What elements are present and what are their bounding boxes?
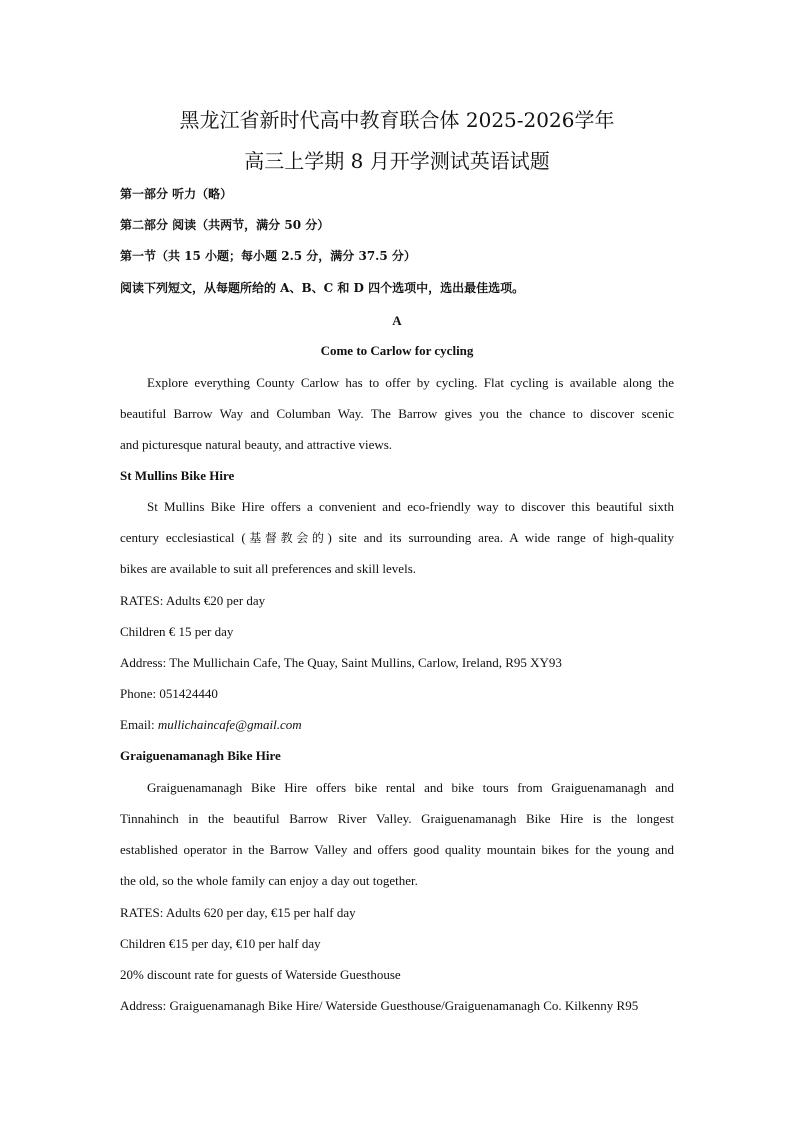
intro-line: beautiful Barrow Way and Columban Way. The Barrow gives you the chance to discover scenic	[120, 406, 674, 421]
intro-line: Explore everything County Carlow has to offer by cycling. Flat cycling is available along the	[147, 375, 674, 390]
st-mullins-desc-line: bikes are available to suit all preferences and skill levels.	[120, 561, 416, 576]
st-mullins-rates-children: Children € 15 per day	[120, 624, 234, 639]
graigue-desc-line: the old, so the whole family can enjoy a day out together.	[120, 873, 418, 888]
st-mullins-desc-line	[120, 530, 674, 546]
intro-line: and picturesque natural beauty, and attractive views.	[120, 437, 393, 452]
st-mullins-rates-adults: RATES: Adults €20 per day	[120, 593, 266, 608]
graigue-discount: 20% discount rate for guests of Waterside Guesthouse	[120, 967, 401, 982]
st-mullins-heading: St Mullins Bike Hire	[120, 468, 235, 483]
passage-letter: A	[392, 313, 402, 328]
part2-heading: 第二部分 阅读（共两节，满分 50 分）	[120, 218, 330, 232]
st-mullins-desc-line: St Mullins Bike Hire offers a convenient and eco-friendly way to discover this beautiful sixth	[147, 499, 674, 514]
graigue-desc-line: Graiguenamanagh Bike Hire offers bike rental and bike tours from Graiguenamanagh and	[147, 780, 674, 795]
email-address: mullichaincafe@gmail.com	[157, 717, 302, 732]
st-mullins-email-line	[120, 717, 674, 733]
instruction-text: 阅读下列短文，从每题所给的 A、B、C 和 D 四个选项中，选出最佳选项。	[120, 281, 525, 295]
desc-text: ) site and its surrounding area. A wide range of high-quality	[327, 530, 674, 545]
chinese-gloss: 基督教会的	[245, 531, 328, 545]
st-mullins-address: Address: The Mullichain Cafe, The Quay, Saint Mullins, Carlow, Ireland, R95 XY93	[120, 655, 562, 670]
graigue-rates-children: Children €15 per day, €10 per half day	[120, 936, 321, 951]
passage-title: Come to Carlow for cycling	[320, 343, 474, 358]
desc-text: century ecclesiastical (	[120, 530, 246, 545]
graigue-address: Address: Graiguenamanagh Bike Hire/ Waterside Guesthouse/Graiguenamanagh Co. Kilkenny R95	[120, 998, 639, 1013]
exam-title-line2: 高三上学期 8 月开学测试英语试题	[244, 149, 550, 173]
email-label: Email:	[120, 717, 158, 732]
st-mullins-phone: Phone: 051424440	[120, 686, 218, 701]
graigue-rates-adults: RATES: Adults 620 per day, €15 per half day	[120, 905, 356, 920]
graigue-heading: Graiguenamanagh Bike Hire	[120, 748, 281, 763]
exam-title-line1: 黑龙江省新时代高中教育联合体 2025-2026学年	[179, 108, 615, 132]
graigue-desc-line: Tinnahinch in the beautiful Barrow River Valley. Graiguenamanagh Bike Hire is the longest	[120, 811, 674, 826]
section1-heading: 第一节（共 15 小题；每小题 2.5 分，满分 37.5 分）	[120, 249, 416, 263]
graigue-desc-line: established operator in the Barrow Valley and offers good quality mountain bikes for the young and	[120, 842, 674, 857]
part1-heading: 第一部分 听力（略）	[120, 187, 233, 201]
